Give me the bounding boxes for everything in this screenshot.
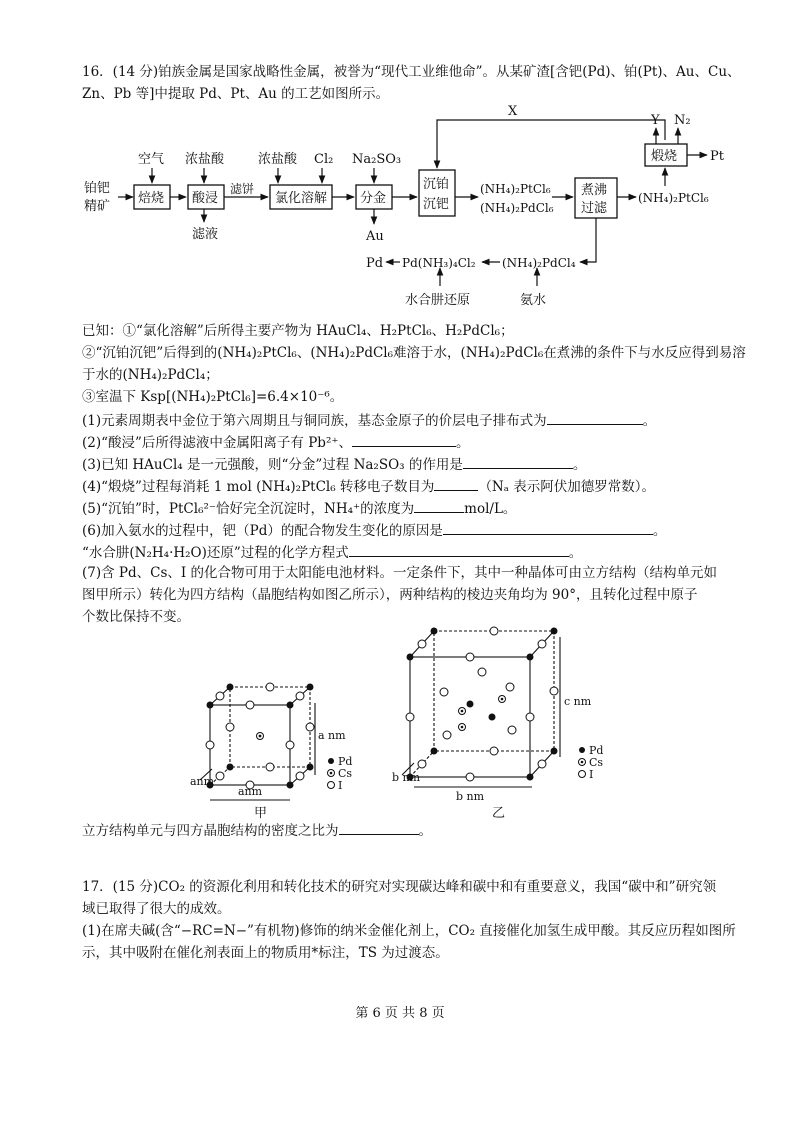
flow-pd-salt-2: (NH₄)₂PdCl₄ xyxy=(502,256,576,270)
flow-chlorination: 氯化溶解 xyxy=(275,191,328,206)
flow-filtrate: 滤液 xyxy=(192,227,219,242)
flow-pt-salt-2: (NH₄)₂PtCl₆ xyxy=(638,191,709,205)
question-6-text: (6)加入氨水的过程中，钯（Pd）的配合物发生变化的原因是 xyxy=(82,523,443,539)
flow-raw-material-2: 精矿 xyxy=(84,199,111,214)
flow-precip-1: 沉铂 xyxy=(423,177,450,192)
answer-blank-6[interactable] xyxy=(443,520,653,535)
flow-roast: 焙烧 xyxy=(138,191,165,206)
flow-boil-1: 煮沸 xyxy=(581,183,608,198)
question-3-end: 。 xyxy=(572,457,587,473)
question-7-ask xyxy=(82,820,432,840)
answer-blank-3[interactable] xyxy=(463,454,573,469)
fig-a-edge-bottom: anm xyxy=(238,785,263,798)
question-1 xyxy=(82,410,656,430)
q17-line-1: 17．(15 分)CO₂ 的资源化利用和转化技术的研究对实现碳达峰和碳中和有重要意义，我国“碳中和”研究领 xyxy=(82,879,717,895)
answer-blank-1[interactable] xyxy=(547,410,643,425)
flow-pt: Pt xyxy=(710,149,724,164)
figure-a-cubic-cell xyxy=(190,675,370,825)
question-5 xyxy=(82,498,516,518)
flow-y-label: Y xyxy=(651,113,660,128)
fig-b-edge-right: c nm xyxy=(564,695,592,708)
question-6b-text: “水合肼(N₂H₄·H₂O)还原”过程的化学方程式 xyxy=(82,545,349,561)
flow-au: Au xyxy=(366,229,384,244)
question-6b-end: 。 xyxy=(568,545,583,561)
flow-pd-salt-1: (NH₄)₂PdCl₆ xyxy=(480,201,554,215)
flow-separate-gold: 分金 xyxy=(360,191,387,206)
fig-a-edge-left: anm xyxy=(190,775,215,788)
figure-b-tetragonal-cell xyxy=(392,617,622,822)
question-7-end: 。 xyxy=(418,823,432,839)
question-2-end: 。 xyxy=(455,435,470,451)
flow-conc-hcl-2: 浓盐酸 xyxy=(258,152,298,167)
page-footer: 第 6 页 共 8 页 xyxy=(355,1006,445,1021)
flow-cl2: Cl₂ xyxy=(314,152,334,167)
question-6b xyxy=(82,542,582,562)
question-7-line-3: 个数比保持不变。 xyxy=(82,609,190,625)
fig-b-legend-cs: Cs xyxy=(589,756,604,769)
flow-boil-2: 过滤 xyxy=(581,201,608,216)
fig-a-legend-i: I xyxy=(338,779,343,792)
flow-ammonia: 氨水 xyxy=(520,293,547,308)
q16-line-1: 16．(14 分)铂族金属是国家战略性金属，被誉为“现代工业维他命”。从某矿渣[含钯(Pd)、铂(Pt)、Au、Cu、 xyxy=(82,64,741,80)
flow-pd: Pd xyxy=(366,256,384,271)
question-4-text: (4)“煅烧”过程每消耗 1 mol (NH₄)₂PtCl₆ 转移电子数目为 xyxy=(82,479,435,495)
answer-blank-7[interactable] xyxy=(339,820,419,835)
answer-blank-5[interactable] xyxy=(414,498,464,513)
question-2-text: (2)“酸浸”后所得滤液中金属阳离子有 Pb²⁺、 xyxy=(82,435,352,451)
question-3 xyxy=(82,454,586,474)
process-flowchart xyxy=(0,100,800,320)
fig-a-legend-pd: Pd xyxy=(338,755,353,768)
fig-b-caption: 乙 xyxy=(492,806,506,821)
question-5-end: mol/L。 xyxy=(464,501,517,517)
fig-b-edge-left: b nm xyxy=(392,771,421,784)
flow-calcine: 煅烧 xyxy=(651,149,678,164)
question-1-end: 。 xyxy=(642,413,657,429)
q17-line-4: 示，其中吸附在催化剂表面上的物质用*标注，TS 为过渡态。 xyxy=(82,945,449,961)
answer-blank-4[interactable] xyxy=(434,476,478,491)
flow-pd-complex: Pd(NH₃)₄Cl₂ xyxy=(402,256,476,270)
question-4 xyxy=(82,476,655,496)
known-3: 于水的(NH₄)₂PdCl₄； xyxy=(82,367,219,383)
known-2: ②“沉铂沉钯”后得到的(NH₄)₂PtCl₆、(NH₄)₂PdCl₆难溶于水，(NH₄)₂PdCl₆在煮沸的条件下与水反应得到易溶 xyxy=(82,345,746,361)
question-1-text: (1)元素周期表中金位于第六周期且与铜同族，基态金原子的价层电子排布式为 xyxy=(82,413,547,429)
fig-b-legend-i: I xyxy=(589,768,594,781)
question-7-line-1: (7)含 Pd、Cs、I 的化合物可用于太阳能电池材料。一定条件下，其中一种晶体可由立方结构（结构单元如 xyxy=(82,565,718,581)
q16-line-2: Zn、Pb 等]中提取 Pd、Pt、Au 的工艺如图所示。 xyxy=(82,86,390,102)
flow-filter-cake: 滤饼 xyxy=(230,182,255,196)
answer-blank-6b[interactable] xyxy=(349,542,569,557)
flow-precip-2: 沉钯 xyxy=(423,197,450,212)
fig-a-caption: 甲 xyxy=(254,806,268,821)
question-4-end: （Nₐ 表示阿伏加德罗常数）。 xyxy=(478,479,655,495)
known-1: 已知：①“氯化溶解”后所得主要产物为 HAuCl₄、H₂PtCl₆、H₂PdCl₆； xyxy=(82,323,514,339)
flow-acid-leach: 酸浸 xyxy=(192,191,219,206)
flow-na2so3: Na₂SO₃ xyxy=(352,152,402,167)
question-7-ask-text: 立方结构单元与四方晶胞结构的密度之比为 xyxy=(82,823,339,839)
q17-line-2: 域已取得了很大的成效。 xyxy=(82,901,231,917)
question-6-end: 。 xyxy=(652,523,667,539)
flow-conc-hcl-1: 浓盐酸 xyxy=(185,152,225,167)
flow-n2-label: N₂ xyxy=(674,113,691,128)
question-7-line-2: 图甲所示）转化为四方结构（晶胞结构如图乙所示），两种结构的棱边夹角均为 90°，且转化过程中原子 xyxy=(82,587,698,603)
answer-blank-2[interactable] xyxy=(352,432,456,447)
flow-raw-material-1: 铂钯 xyxy=(84,181,111,196)
known-4: ③室温下 Ksp[(NH₄)₂PtCl₆]=6.4×10⁻⁶。 xyxy=(82,389,344,405)
flow-x-label: X xyxy=(508,104,518,119)
question-3-text: (3)已知 HAuCl₄ 是一元强酸，则“分金”过程 Na₂SO₃ 的作用是 xyxy=(82,457,463,473)
q17-line-3: (1)在席夫碱(含“−RC=N−”有机物)修饰的纳米金催化剂上，CO₂ 直接催化加氢生成甲酸。其反应历程如图所 xyxy=(82,923,736,939)
flow-air-label: 空气 xyxy=(138,152,165,167)
fig-a-edge-right: a nm xyxy=(318,729,346,742)
fig-a-legend-cs: Cs xyxy=(338,767,353,780)
question-2 xyxy=(82,432,469,452)
flow-pt-salt-1: (NH₄)₂PtCl₆ xyxy=(480,182,551,196)
fig-b-edge-bottom: b nm xyxy=(456,790,485,803)
question-5-text: (5)“沉铂”时，PtCl₆²⁻恰好完全沉淀时，NH₄⁺的浓度为 xyxy=(82,501,415,517)
question-6 xyxy=(82,520,666,540)
flow-hydrazine: 水合肼还原 xyxy=(405,293,471,308)
fig-b-legend-pd: Pd xyxy=(589,744,604,757)
